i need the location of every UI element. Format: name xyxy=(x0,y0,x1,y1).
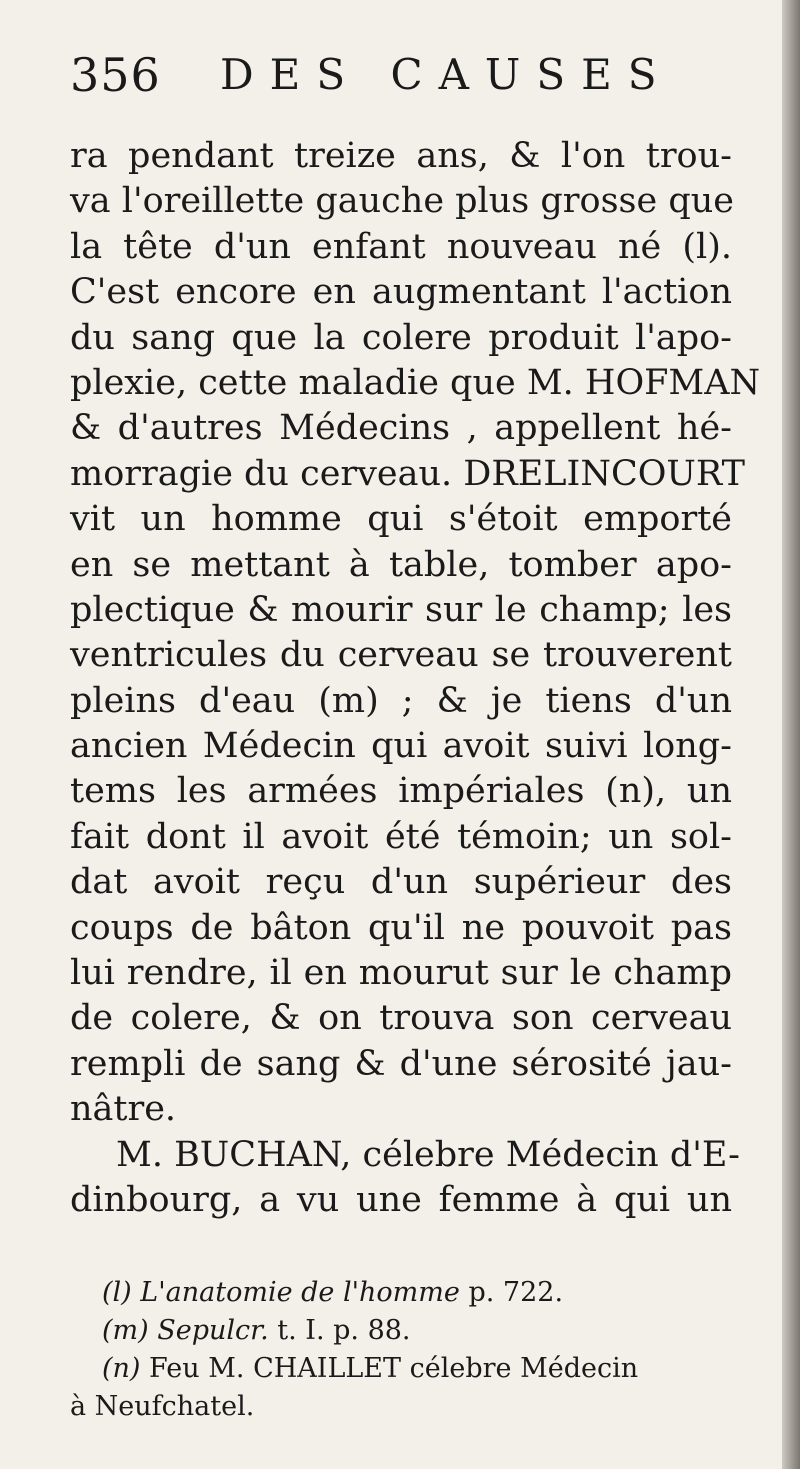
footnote-continuation: à Neufchatel. xyxy=(70,1391,255,1422)
text-line: nâtre. xyxy=(70,1089,177,1130)
text-line: du sang que la colere produit l'apo- xyxy=(70,317,732,358)
text-line: coups de bâton qu'il ne pouvoit pas xyxy=(70,907,732,948)
body-text xyxy=(70,134,761,1223)
footnote-title: L'anatomie de l'homme xyxy=(140,1277,460,1308)
footnote-mark: (m) xyxy=(102,1315,149,1346)
text-line: plectique & mourir sur le champ; les xyxy=(70,589,732,630)
footnote-title: Sepulcr. xyxy=(157,1315,269,1346)
text-line: ancien Médecin qui avoit suivi long- xyxy=(70,726,732,767)
text-line: & d'autres Médecins , appellent hé- xyxy=(70,408,732,449)
footnote-mark: (l) xyxy=(102,1277,132,1308)
text-line: tems les armées impériales (n), un xyxy=(70,771,732,812)
footnote-rest: t. I. p. 88. xyxy=(268,1315,411,1346)
text-line: morragie du cerveau. DRELINCOURT xyxy=(70,453,745,494)
footnote-rest: Feu M. CHAILLET célebre Médecin xyxy=(140,1353,639,1384)
text-line: dinbourg, a vu une femme à qui un xyxy=(70,1179,732,1220)
text-line: de colere, & on trouva son cerveau xyxy=(70,998,732,1039)
text-line: en se mettant à table, tomber apo- xyxy=(70,544,732,585)
footnote xyxy=(70,1312,732,1350)
text-line: fait dont il avoit été témoin; un sol- xyxy=(70,816,732,857)
page-header xyxy=(70,48,750,108)
text-line: pleins d'eau (m) ; & je tiens d'un xyxy=(70,680,732,721)
footnote xyxy=(70,1274,732,1312)
footnote-mark: (n) xyxy=(102,1353,141,1384)
text-line: rempli de sang & d'une sérosité jau- xyxy=(70,1043,732,1084)
text-line: C'est encore en augmentant l'action xyxy=(70,272,732,313)
text-line: ventricules du cerveau se trouverent xyxy=(70,635,732,676)
text-line: vit un homme qui s'étoit emporté xyxy=(70,499,732,540)
page-number: 356 xyxy=(70,48,161,102)
text-line: ra pendant treize ans, & l'on trou- xyxy=(70,136,732,176)
footnote-rest: p. 722. xyxy=(459,1277,564,1308)
text-line: va l'oreillette gauche plus grosse que xyxy=(70,181,735,222)
text-line: dat avoit reçu d'un supérieur des xyxy=(70,862,732,903)
running-title: DES CAUSES xyxy=(220,50,673,99)
text-line: M. BUCHAN, célebre Médecin d'E- xyxy=(116,1134,740,1175)
text-line: plexie, cette maladie que M. HOFMAN xyxy=(70,362,761,403)
text-line: lui rendre, il en mourut sur le champ xyxy=(70,953,732,994)
text-line: la tête d'un enfant nouveau né (l). xyxy=(70,226,732,267)
footnotes xyxy=(70,1274,732,1426)
footnote xyxy=(70,1350,732,1388)
